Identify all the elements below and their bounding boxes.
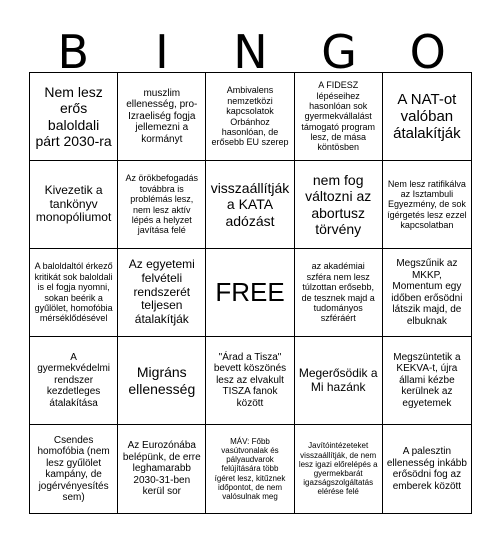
bingo-cell[interactable] <box>118 161 206 249</box>
cell-text: Az Eurozónába belépünk, de erre leghamarabb 2030-31-ben kerül sor <box>122 440 201 498</box>
header-letter-i: I <box>155 25 169 79</box>
bingo-cell[interactable] <box>383 249 471 337</box>
cell-text: A gyermekvédelmi rendszer kezdetleges átalakítása <box>37 351 110 409</box>
cell-text: Ambivalens nemzetközi kapcsolatok Orbánhoz hasonlóan, de erősebb EU szerep <box>211 85 289 148</box>
header-letter-b: B <box>57 25 90 79</box>
cell-text: Nem lesz ratifikálva az Isztambuli Egyezmény, de sok ígérgetés lesz ezzel kapcsolatban <box>387 178 467 231</box>
bingo-cell[interactable] <box>295 73 383 161</box>
cell-text: az akadémiai szféra nem lesz túlzottan erősebb, de tesznek majd a tudományos szféráért <box>301 261 375 324</box>
cell-text: Az egyetemi felvételi rendszerét teljesen átalakítják <box>128 257 195 327</box>
bingo-cell[interactable] <box>118 73 206 161</box>
cell-text: Megszűnik az MKKP, Momentum egy időben erősödni látszik majd, de elbuknak <box>391 258 463 327</box>
bingo-grid <box>29 72 472 514</box>
cell-text: A palesztin ellenesség inkább erősödni fog az emberek között <box>386 446 467 492</box>
bingo-cell[interactable] <box>118 337 206 425</box>
cell-text: Kivezetik a tankönyv monopóliumot <box>35 182 112 225</box>
bingo-cell[interactable] <box>383 161 471 249</box>
bingo-cell[interactable] <box>30 73 118 161</box>
header-letter-n: N <box>233 25 268 79</box>
bingo-cell[interactable] <box>383 425 471 513</box>
cell-text: Javítóintézeteket visszaállítják, de nem lesz igazi előrelépés a gyermekbarát igazságszolgáltatás elérése felé <box>298 441 378 497</box>
bingo-cell[interactable] <box>206 161 294 249</box>
cell-text: visszaállítják a KATA adózást <box>210 180 290 229</box>
bingo-cell[interactable] <box>383 73 471 161</box>
cell-text: MÁV: Főbb vasútvonalak és pályaudvarok felújítására több ígéret lesz, kitűznek időpontot, de nem valósulnak meg <box>214 436 286 501</box>
bingo-cell[interactable] <box>206 73 294 161</box>
bingo-cell[interactable] <box>295 425 383 513</box>
cell-text: Csendes homofóbia (nem lesz gyűlölet kampány, de jogérvényesítés sem) <box>37 434 110 503</box>
free-space: FREE <box>215 276 285 307</box>
cell-text: A baloldaltól érkező kritikát sok baloldali is el fogja nyomni, sokan beérik a gyűlölet, homofóbia mérséklődésével <box>34 261 113 324</box>
bingo-cell[interactable] <box>30 249 118 337</box>
bingo-cell[interactable] <box>295 249 383 337</box>
bingo-cell[interactable] <box>30 337 118 425</box>
bingo-cell[interactable] <box>383 337 471 425</box>
bingo-cell[interactable] <box>118 425 206 513</box>
cell-text: Migráns ellenesség <box>128 364 196 397</box>
bingo-cell[interactable] <box>30 425 118 513</box>
bingo-cell[interactable] <box>295 161 383 249</box>
bingo-cell[interactable] <box>206 249 294 337</box>
cell-text: Az örökbefogadás továbbra is problémás lesz, nem lesz aktív lépés a helyzet javítása felé <box>125 173 199 236</box>
cell-text: "Árad a Tisza" bevett köszönés lesz az elvakult TISZA fanok között <box>213 351 287 409</box>
cell-text: muszlim ellenesség, pro-Izraeliség fogja jellemezni a kormányt <box>126 87 198 145</box>
bingo-cell[interactable] <box>206 425 294 513</box>
cell-text: A FIDESZ lépéseihez hasonlóan sok gyermekvállalást támogató program lesz, de mása köntösben <box>301 80 375 153</box>
cell-text: Megszüntetik a KEKVA-t, újra állami kézbe kerülnek az egyetemek <box>393 351 461 409</box>
header-letter-o: O <box>409 25 446 79</box>
cell-text: Megerősödik a Mi hazánk <box>298 365 378 394</box>
header-letter-g: G <box>321 25 357 79</box>
bingo-cell[interactable] <box>118 249 206 337</box>
bingo-cell[interactable] <box>30 161 118 249</box>
bingo-cell[interactable] <box>206 337 294 425</box>
cell-text: Nem lesz erős baloldali párt 2030-ra <box>35 84 112 149</box>
cell-text: A NAT-ot valóban átalakítják <box>393 90 461 143</box>
cell-text: nem fog változni az abortusz törvény <box>305 172 372 237</box>
bingo-cell[interactable] <box>295 337 383 425</box>
